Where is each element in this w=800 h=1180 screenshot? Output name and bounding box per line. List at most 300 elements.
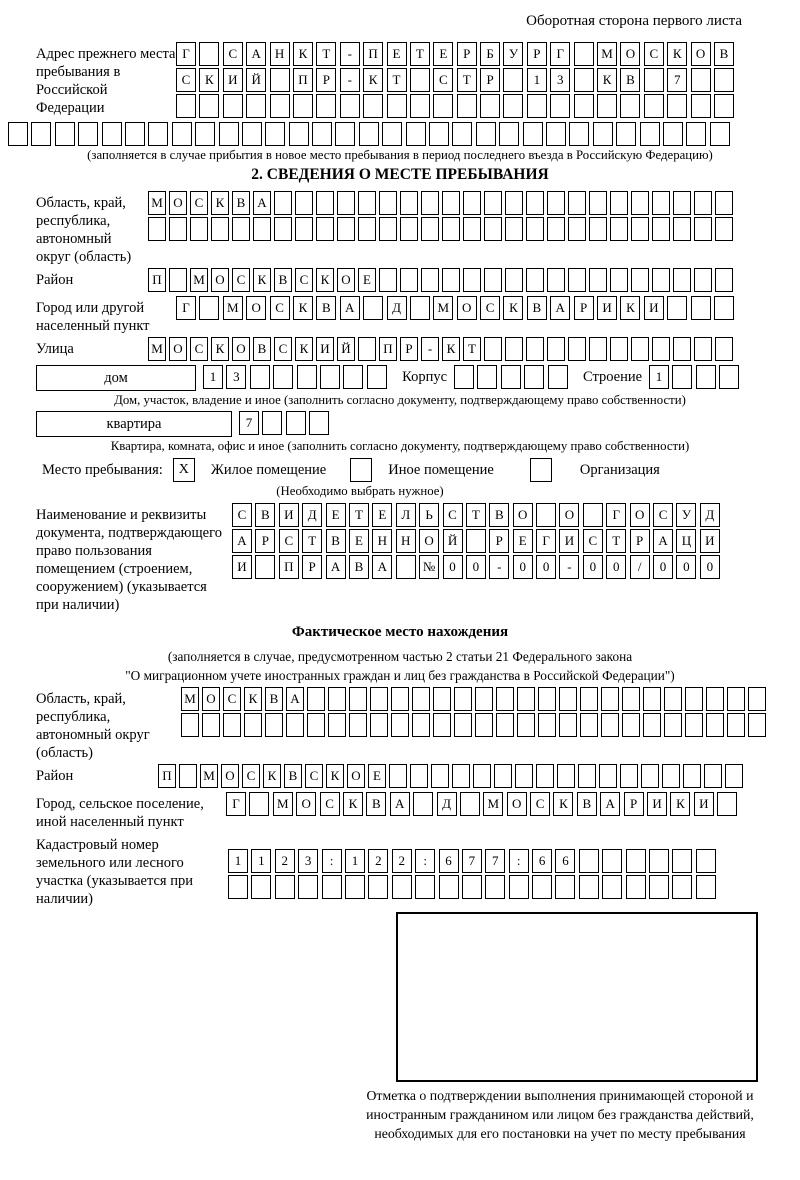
char-cell[interactable] <box>349 687 367 711</box>
char-cell[interactable] <box>484 268 502 292</box>
confirmation-stamp-box[interactable] <box>396 912 758 1082</box>
char-cell[interactable]: У <box>676 503 696 527</box>
char-cell[interactable] <box>499 122 519 146</box>
char-cell[interactable] <box>307 713 325 737</box>
char-cell[interactable]: 0 <box>466 555 486 579</box>
char-cell[interactable]: : <box>322 849 342 873</box>
char-cell[interactable] <box>725 764 743 788</box>
char-cell[interactable] <box>536 764 554 788</box>
char-cell[interactable] <box>579 875 599 899</box>
char-cell[interactable] <box>610 337 628 361</box>
char-cell[interactable] <box>320 365 340 389</box>
char-cell[interactable]: О <box>232 337 250 361</box>
char-cell[interactable] <box>199 42 219 66</box>
char-cell[interactable] <box>524 365 544 389</box>
char-cell[interactable] <box>574 42 594 66</box>
char-cell[interactable]: П <box>158 764 176 788</box>
char-cell[interactable] <box>31 122 51 146</box>
char-cell[interactable] <box>251 875 271 899</box>
char-cell[interactable] <box>421 268 439 292</box>
char-cell[interactable]: 0 <box>676 555 696 579</box>
char-cell[interactable]: С <box>653 503 673 527</box>
char-cell[interactable]: 0 <box>513 555 533 579</box>
char-cell[interactable]: И <box>694 792 714 816</box>
char-cell[interactable] <box>503 68 523 92</box>
char-cell[interactable] <box>652 337 670 361</box>
char-cell[interactable] <box>429 122 449 146</box>
char-cell[interactable] <box>244 713 262 737</box>
char-cell[interactable]: О <box>620 42 640 66</box>
char-cell[interactable] <box>610 191 628 215</box>
char-cell[interactable] <box>694 191 712 215</box>
char-cell[interactable] <box>667 296 687 320</box>
char-cell[interactable] <box>685 713 703 737</box>
char-cell[interactable]: Л <box>396 503 416 527</box>
char-cell[interactable] <box>691 68 711 92</box>
char-cell[interactable] <box>673 191 691 215</box>
char-cell[interactable]: С <box>242 764 260 788</box>
char-cell[interactable] <box>662 764 680 788</box>
char-cell[interactable] <box>400 217 418 241</box>
char-cell[interactable]: У <box>503 42 523 66</box>
char-cell[interactable]: Т <box>463 337 481 361</box>
char-cell[interactable] <box>297 365 317 389</box>
char-cell[interactable]: С <box>176 68 196 92</box>
char-cell[interactable]: Р <box>624 792 644 816</box>
char-cell[interactable]: В <box>489 503 509 527</box>
char-cell[interactable] <box>8 122 28 146</box>
char-cell[interactable] <box>452 122 472 146</box>
char-cell[interactable] <box>340 94 360 118</box>
char-cell[interactable] <box>322 875 342 899</box>
char-cell[interactable] <box>298 875 318 899</box>
char-cell[interactable] <box>454 687 472 711</box>
char-cell[interactable] <box>547 268 565 292</box>
char-cell[interactable]: Е <box>368 764 386 788</box>
char-cell[interactable]: Т <box>410 42 430 66</box>
char-cell[interactable] <box>396 555 416 579</box>
char-cell[interactable] <box>392 875 412 899</box>
char-cell[interactable] <box>358 217 376 241</box>
char-cell[interactable]: Г <box>550 42 570 66</box>
char-cell[interactable] <box>452 764 470 788</box>
char-cell[interactable]: К <box>363 68 383 92</box>
char-cell[interactable]: Р <box>316 68 336 92</box>
char-cell[interactable] <box>363 296 383 320</box>
char-cell[interactable] <box>316 191 334 215</box>
char-cell[interactable]: О <box>211 268 229 292</box>
char-cell[interactable]: Ь <box>419 503 439 527</box>
char-cell[interactable]: 1 <box>345 849 365 873</box>
char-cell[interactable]: М <box>190 268 208 292</box>
char-cell[interactable] <box>391 687 409 711</box>
char-cell[interactable] <box>454 365 474 389</box>
char-cell[interactable] <box>672 875 692 899</box>
char-cell[interactable] <box>265 713 283 737</box>
char-cell[interactable] <box>663 122 683 146</box>
char-cell[interactable] <box>505 191 523 215</box>
char-cell[interactable] <box>442 191 460 215</box>
char-cell[interactable] <box>523 122 543 146</box>
char-cell[interactable] <box>463 191 481 215</box>
char-cell[interactable]: Е <box>433 42 453 66</box>
char-cell[interactable] <box>704 764 722 788</box>
char-cell[interactable]: Р <box>630 529 650 553</box>
char-cell[interactable] <box>463 268 481 292</box>
char-cell[interactable]: А <box>232 529 252 553</box>
char-cell[interactable] <box>190 217 208 241</box>
char-cell[interactable]: В <box>326 529 346 553</box>
char-cell[interactable] <box>286 411 306 435</box>
char-cell[interactable] <box>631 268 649 292</box>
char-cell[interactable] <box>328 687 346 711</box>
char-cell[interactable] <box>602 875 622 899</box>
char-cell[interactable] <box>547 337 565 361</box>
char-cell[interactable]: Г <box>536 529 556 553</box>
char-cell[interactable] <box>181 713 199 737</box>
char-cell[interactable] <box>505 268 523 292</box>
char-cell[interactable]: Р <box>574 296 594 320</box>
char-cell[interactable]: Н <box>270 42 290 66</box>
char-cell[interactable]: А <box>253 191 271 215</box>
char-cell[interactable] <box>509 875 529 899</box>
char-cell[interactable]: О <box>457 296 477 320</box>
char-cell[interactable]: М <box>148 337 166 361</box>
char-cell[interactable] <box>476 122 496 146</box>
char-cell[interactable] <box>569 122 589 146</box>
char-cell[interactable]: Д <box>302 503 322 527</box>
char-cell[interactable] <box>195 122 215 146</box>
char-cell[interactable]: М <box>597 42 617 66</box>
char-cell[interactable]: С <box>270 296 290 320</box>
char-cell[interactable]: И <box>700 529 720 553</box>
char-cell[interactable]: В <box>714 42 734 66</box>
char-cell[interactable]: 0 <box>536 555 556 579</box>
char-cell[interactable] <box>148 122 168 146</box>
char-cell[interactable] <box>431 764 449 788</box>
char-cell[interactable] <box>706 713 724 737</box>
char-cell[interactable] <box>748 713 766 737</box>
char-cell[interactable] <box>496 687 514 711</box>
char-cell[interactable] <box>295 217 313 241</box>
char-cell[interactable] <box>503 94 523 118</box>
char-cell[interactable] <box>433 687 451 711</box>
char-cell[interactable] <box>686 122 706 146</box>
char-cell[interactable]: В <box>255 503 275 527</box>
house-unit-box[interactable]: дом <box>36 365 196 391</box>
char-cell[interactable]: М <box>273 792 293 816</box>
char-cell[interactable]: В <box>349 555 369 579</box>
char-cell[interactable] <box>406 122 426 146</box>
char-cell[interactable]: Е <box>387 42 407 66</box>
char-cell[interactable]: С <box>279 529 299 553</box>
char-cell[interactable] <box>477 365 497 389</box>
char-cell[interactable] <box>626 849 646 873</box>
char-cell[interactable]: 6 <box>439 849 459 873</box>
char-cell[interactable]: К <box>316 268 334 292</box>
char-cell[interactable] <box>172 122 192 146</box>
char-cell[interactable] <box>601 713 619 737</box>
checkbox-zhiloe-pomeshchenie[interactable]: X <box>173 458 195 482</box>
char-cell[interactable] <box>547 191 565 215</box>
char-cell[interactable] <box>463 217 481 241</box>
char-cell[interactable] <box>219 122 239 146</box>
char-cell[interactable]: К <box>553 792 573 816</box>
char-cell[interactable] <box>505 337 523 361</box>
char-cell[interactable]: И <box>232 555 252 579</box>
char-cell[interactable]: М <box>181 687 199 711</box>
char-cell[interactable] <box>673 217 691 241</box>
char-cell[interactable] <box>307 687 325 711</box>
char-cell[interactable]: А <box>246 42 266 66</box>
char-cell[interactable] <box>622 687 640 711</box>
char-cell[interactable] <box>270 68 290 92</box>
char-cell[interactable]: 2 <box>392 849 412 873</box>
char-cell[interactable] <box>696 365 716 389</box>
char-cell[interactable]: О <box>419 529 439 553</box>
char-cell[interactable] <box>345 875 365 899</box>
char-cell[interactable] <box>683 764 701 788</box>
char-cell[interactable] <box>328 713 346 737</box>
char-cell[interactable] <box>568 268 586 292</box>
char-cell[interactable]: Ц <box>676 529 696 553</box>
char-cell[interactable] <box>550 94 570 118</box>
char-cell[interactable] <box>312 122 332 146</box>
char-cell[interactable] <box>349 713 367 737</box>
char-cell[interactable] <box>673 268 691 292</box>
char-cell[interactable] <box>641 764 659 788</box>
char-cell[interactable] <box>568 191 586 215</box>
char-cell[interactable] <box>370 687 388 711</box>
char-cell[interactable]: Т <box>606 529 626 553</box>
char-cell[interactable]: Н <box>372 529 392 553</box>
char-cell[interactable]: А <box>372 555 392 579</box>
char-cell[interactable] <box>55 122 75 146</box>
char-cell[interactable] <box>368 875 388 899</box>
char-cell[interactable] <box>610 217 628 241</box>
char-cell[interactable] <box>466 529 486 553</box>
char-cell[interactable] <box>631 337 649 361</box>
char-cell[interactable]: Й <box>337 337 355 361</box>
char-cell[interactable] <box>382 122 402 146</box>
char-cell[interactable]: С <box>190 191 208 215</box>
char-cell[interactable] <box>536 503 556 527</box>
char-cell[interactable]: О <box>559 503 579 527</box>
char-cell[interactable]: И <box>644 296 664 320</box>
char-cell[interactable]: А <box>550 296 570 320</box>
char-cell[interactable] <box>501 365 521 389</box>
char-cell[interactable] <box>568 217 586 241</box>
char-cell[interactable]: К <box>620 296 640 320</box>
char-cell[interactable] <box>706 687 724 711</box>
char-cell[interactable] <box>526 191 544 215</box>
char-cell[interactable] <box>555 875 575 899</box>
char-cell[interactable] <box>652 217 670 241</box>
char-cell[interactable]: - <box>340 68 360 92</box>
char-cell[interactable] <box>480 94 500 118</box>
char-cell[interactable]: 7 <box>239 411 259 435</box>
char-cell[interactable] <box>580 713 598 737</box>
char-cell[interactable] <box>580 687 598 711</box>
char-cell[interactable]: А <box>326 555 346 579</box>
char-cell[interactable] <box>685 687 703 711</box>
char-cell[interactable]: И <box>316 337 334 361</box>
char-cell[interactable] <box>169 217 187 241</box>
char-cell[interactable] <box>517 713 535 737</box>
char-cell[interactable]: А <box>600 792 620 816</box>
char-cell[interactable] <box>442 268 460 292</box>
char-cell[interactable]: К <box>343 792 363 816</box>
char-cell[interactable] <box>593 122 613 146</box>
char-cell[interactable]: 0 <box>443 555 463 579</box>
char-cell[interactable]: 0 <box>653 555 673 579</box>
char-cell[interactable] <box>694 268 712 292</box>
char-cell[interactable] <box>601 687 619 711</box>
char-cell[interactable] <box>631 217 649 241</box>
char-cell[interactable]: К <box>293 296 313 320</box>
char-cell[interactable] <box>568 337 586 361</box>
char-cell[interactable] <box>719 365 739 389</box>
char-cell[interactable] <box>274 217 292 241</box>
char-cell[interactable] <box>270 94 290 118</box>
char-cell[interactable]: С <box>583 529 603 553</box>
char-cell[interactable] <box>527 94 547 118</box>
char-cell[interactable]: О <box>246 296 266 320</box>
char-cell[interactable]: 1 <box>649 365 669 389</box>
char-cell[interactable] <box>714 94 734 118</box>
char-cell[interactable] <box>599 764 617 788</box>
char-cell[interactable]: 1 <box>251 849 271 873</box>
char-cell[interactable]: П <box>363 42 383 66</box>
char-cell[interactable] <box>335 122 355 146</box>
char-cell[interactable] <box>148 217 166 241</box>
char-cell[interactable] <box>696 875 716 899</box>
char-cell[interactable]: Р <box>400 337 418 361</box>
char-cell[interactable]: А <box>340 296 360 320</box>
char-cell[interactable] <box>228 875 248 899</box>
char-cell[interactable]: И <box>223 68 243 92</box>
char-cell[interactable] <box>379 217 397 241</box>
char-cell[interactable]: И <box>647 792 667 816</box>
char-cell[interactable] <box>176 94 196 118</box>
char-cell[interactable]: / <box>630 555 650 579</box>
char-cell[interactable] <box>179 764 197 788</box>
char-cell[interactable]: Й <box>246 68 266 92</box>
char-cell[interactable]: С <box>443 503 463 527</box>
char-cell[interactable] <box>125 122 145 146</box>
char-cell[interactable]: П <box>279 555 299 579</box>
char-cell[interactable]: П <box>293 68 313 92</box>
checkbox-inoe-pomeshchenie[interactable] <box>350 458 372 482</box>
char-cell[interactable] <box>644 68 664 92</box>
char-cell[interactable]: В <box>253 337 271 361</box>
char-cell[interactable] <box>250 365 270 389</box>
char-cell[interactable] <box>457 94 477 118</box>
char-cell[interactable] <box>363 94 383 118</box>
char-cell[interactable]: 0 <box>606 555 626 579</box>
char-cell[interactable]: О <box>169 337 187 361</box>
char-cell[interactable] <box>664 687 682 711</box>
char-cell[interactable] <box>583 503 603 527</box>
char-cell[interactable]: К <box>503 296 523 320</box>
char-cell[interactable]: И <box>279 503 299 527</box>
char-cell[interactable]: С <box>295 268 313 292</box>
char-cell[interactable]: Н <box>396 529 416 553</box>
char-cell[interactable]: К <box>670 792 690 816</box>
char-cell[interactable] <box>579 849 599 873</box>
char-cell[interactable]: К <box>253 268 271 292</box>
char-cell[interactable]: - <box>340 42 360 66</box>
char-cell[interactable]: Р <box>255 529 275 553</box>
checkbox-organizatsiya[interactable] <box>530 458 552 482</box>
char-cell[interactable]: Е <box>349 529 369 553</box>
char-cell[interactable] <box>602 849 622 873</box>
char-cell[interactable]: С <box>232 268 250 292</box>
char-cell[interactable]: М <box>200 764 218 788</box>
char-cell[interactable] <box>358 337 376 361</box>
char-cell[interactable] <box>538 687 556 711</box>
char-cell[interactable]: Р <box>302 555 322 579</box>
char-cell[interactable] <box>649 875 669 899</box>
char-cell[interactable]: Д <box>700 503 720 527</box>
char-cell[interactable]: 1 <box>527 68 547 92</box>
char-cell[interactable] <box>242 122 262 146</box>
char-cell[interactable]: С <box>480 296 500 320</box>
char-cell[interactable] <box>460 792 480 816</box>
char-cell[interactable] <box>652 191 670 215</box>
char-cell[interactable] <box>410 764 428 788</box>
char-cell[interactable] <box>748 687 766 711</box>
char-cell[interactable] <box>547 217 565 241</box>
char-cell[interactable]: 3 <box>298 849 318 873</box>
char-cell[interactable] <box>715 191 733 215</box>
char-cell[interactable] <box>232 217 250 241</box>
char-cell[interactable] <box>620 94 640 118</box>
char-cell[interactable] <box>526 337 544 361</box>
char-cell[interactable]: Й <box>443 529 463 553</box>
char-cell[interactable] <box>273 365 293 389</box>
char-cell[interactable] <box>589 337 607 361</box>
char-cell[interactable] <box>337 191 355 215</box>
char-cell[interactable] <box>727 713 745 737</box>
char-cell[interactable] <box>169 268 187 292</box>
char-cell[interactable] <box>484 217 502 241</box>
char-cell[interactable]: Т <box>302 529 322 553</box>
char-cell[interactable] <box>316 94 336 118</box>
char-cell[interactable] <box>473 764 491 788</box>
char-cell[interactable] <box>631 191 649 215</box>
char-cell[interactable]: В <box>527 296 547 320</box>
char-cell[interactable]: И <box>559 529 579 553</box>
char-cell[interactable] <box>289 122 309 146</box>
char-cell[interactable] <box>454 713 472 737</box>
char-cell[interactable]: Е <box>372 503 392 527</box>
char-cell[interactable]: Т <box>349 503 369 527</box>
char-cell[interactable]: К <box>326 764 344 788</box>
char-cell[interactable] <box>667 94 687 118</box>
char-cell[interactable]: 6 <box>532 849 552 873</box>
char-cell[interactable] <box>389 764 407 788</box>
char-cell[interactable]: 0 <box>583 555 603 579</box>
char-cell[interactable] <box>433 94 453 118</box>
char-cell[interactable] <box>517 687 535 711</box>
char-cell[interactable]: Г <box>176 42 196 66</box>
char-cell[interactable] <box>286 713 304 737</box>
char-cell[interactable] <box>548 365 568 389</box>
char-cell[interactable] <box>484 191 502 215</box>
char-cell[interactable]: К <box>263 764 281 788</box>
char-cell[interactable]: Г <box>226 792 246 816</box>
